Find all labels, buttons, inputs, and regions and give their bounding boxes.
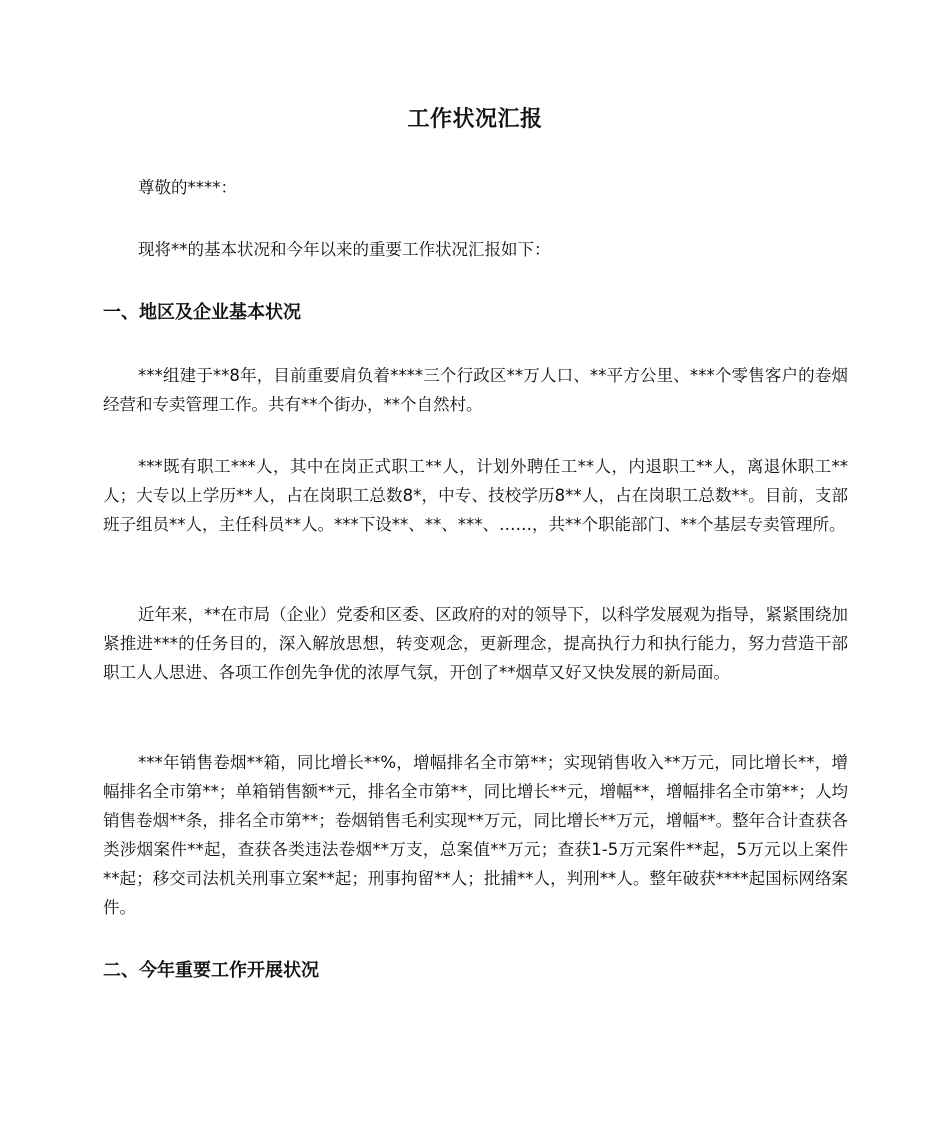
paragraph-staff-overview: ***既有职工***人，其中在岗正式职工**人，计划外聘任工**人，内退职工**人，离退休职工**人；大专以上学历**人，占在岗职工总数8*，中专、技校学历8**人，占在岗职工总数**。目前，支部班子组员**人，主任科员**人。***下设**、**、***、……，共**个职能部门、**个基层专卖管理所。: [103, 457, 848, 534]
paragraph-recent-development: 近年来，**在市局（企业）党委和区委、区政府的对的领导下，以科学发展观为指导，紧紧围绕加紧推进***的任务目的，深入解放思想，转变观念，更新理念，提高执行力和执行能力，努力营造干部职工人人思进、各项工作创先争优的浓厚气氛，开创了**烟草又好又快发展的新局面。: [103, 605, 848, 682]
section-heading-2: 二、今年重要工作开展状况: [103, 960, 319, 981]
section-heading-1: 一、地区及企业基本状况: [103, 302, 301, 323]
document-title: 工作状况汇报: [407, 107, 543, 132]
intro-paragraph: 现将**的基本状况和今年以来的重要工作状况汇报如下：: [138, 240, 551, 259]
salutation: 尊敬的****：: [138, 178, 237, 197]
paragraph-region-overview: ***组建于**8年，目前重要肩负着****三个行政区**万人口、**平方公里、***个零售客户的卷烟经营和专卖管理工作。共有**个街办，**个自然村。: [103, 366, 848, 414]
paragraph-sales-results: ***年销售卷烟**箱，同比增长**%，增幅排名全市第**；实现销售收入**万元，同比增长**，增幅排名全市第**；单箱销售额**元，排名全市第**，同比增长**元，增幅**，增幅排名全市第**；人均销售卷烟**条，排名全市第**；卷烟销售毛利实现**万元，同比增长**万元，增幅**。整年合计查获各类涉烟案件**起，查获各类违法卷烟**万支，总案值**万元；查获1-5万元案件**起，5万元以上案件**起；移交司法机关刑事立案**起；刑事拘留**人；批捕**人，判刑**人。整年破获****起国标网络案件。: [103, 753, 848, 917]
